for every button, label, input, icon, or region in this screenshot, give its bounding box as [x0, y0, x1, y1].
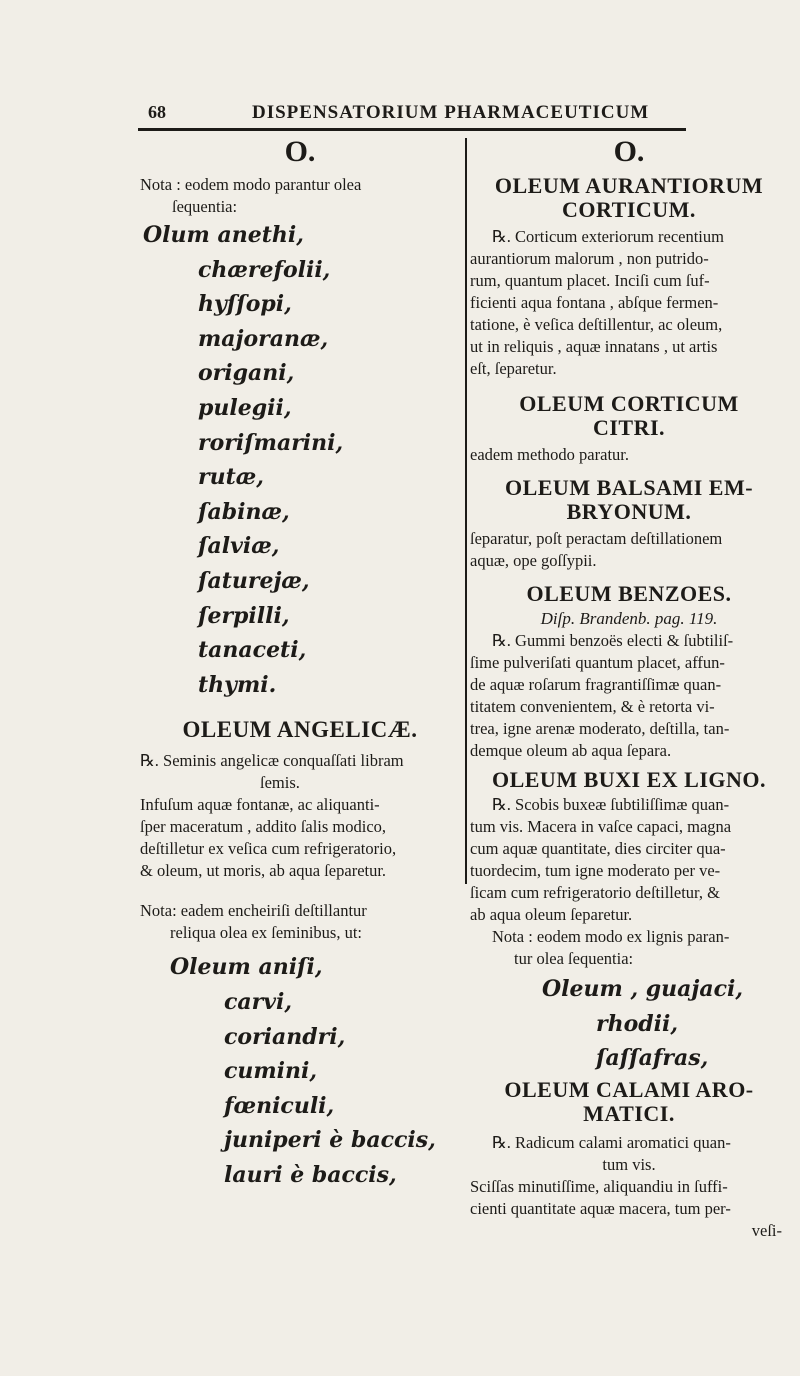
olea-list-3	[470, 972, 788, 1076]
body-line: tatione, è veſica deſtillentur, ac oleum,	[470, 315, 723, 334]
nota-1-line-1: Nota : eodem modo parantur olea	[140, 175, 362, 194]
nota-2-line-1: Nota: eadem encheiriſi deſtillantur	[140, 901, 367, 921]
body-line: ſime pulveriſati quantum placet, affun-	[470, 653, 725, 672]
section-citri	[470, 392, 788, 466]
body-line: ſicam cum refrigeratorio deſtilletur, &	[470, 883, 720, 902]
body-line: eadem methodo paratur.	[470, 445, 629, 464]
angelicae-body-line: ſper maceratum , addito ſalis modico,	[140, 817, 387, 837]
calami-title-1: OLEUM CALAMI ARO-	[504, 1076, 754, 1102]
body-line: trea, igne arenæ moderato, deſtilla, tan-	[470, 719, 730, 738]
calami-line-2: tum vis.	[602, 1154, 656, 1174]
body-line: eſt, ſeparetur.	[470, 359, 557, 378]
list-item: majoranæ,	[198, 325, 329, 352]
list-item: hyſſopi,	[198, 291, 292, 318]
angelicae-line-1: ℞. Seminis angelicæ conquaſſati libram	[140, 751, 404, 771]
catchword: veſi-	[751, 1220, 782, 1240]
body-line: aurantiorum malorum , non putrido-	[470, 249, 709, 268]
angelicae-recipe	[140, 750, 460, 882]
section-benzoes	[470, 582, 788, 762]
nota-1	[140, 174, 460, 218]
list-item: Oleum , guajaci,	[542, 976, 744, 1002]
body-line: tum vis. Macera in vaſce capaci, magna	[470, 817, 732, 836]
left-column	[140, 136, 460, 1192]
body-line: rum, quantum placet. Inciſi cum ſuf-	[470, 271, 710, 290]
running-title: DISPENSATORIUM PHARMACEUTICUM	[252, 102, 650, 123]
list-item: cumini,	[224, 1058, 318, 1085]
page-number: 68	[148, 102, 166, 122]
calami-line-1: ℞. Radicum calami aromatici quan-	[492, 1132, 731, 1152]
list-item: coriandri,	[224, 1023, 346, 1050]
section-buxi	[470, 768, 788, 970]
calami-title-2: MATICI.	[583, 1100, 675, 1126]
angelicae-body-line: deſtilletur ex veſica cum refrigeratorio,	[140, 839, 397, 859]
column-divider	[465, 138, 467, 884]
list-item: ſaſſafras,	[596, 1045, 709, 1072]
body-line: ab aqua oleum ſeparetur.	[470, 905, 633, 924]
list-item: ſaturejæ,	[198, 567, 310, 594]
balsami-title-1: OLEUM BALSAMI EM-	[504, 475, 754, 500]
buxi-nota-line-2: tur olea ſequentia:	[514, 949, 634, 968]
olea-list-2	[140, 950, 460, 1192]
list-item: ſalviæ,	[198, 533, 280, 560]
list-item: pulegii,	[198, 394, 292, 421]
list-item: rutæ,	[198, 464, 264, 491]
list-item: ſabinæ,	[198, 498, 290, 525]
body-line: ut in reliquis , aquæ innatans , ut artis	[470, 337, 718, 356]
list-item: chærefolii,	[198, 256, 331, 283]
body-line: cienti quantitate aquæ macera, tum per-	[470, 1198, 731, 1218]
balsami-title-2: BRYONUM.	[566, 499, 692, 524]
body-line: ℞. Scobis buxeæ ſubtiliſſimæ quan-	[492, 795, 730, 814]
list-item: Oleum aniſi,	[170, 954, 323, 981]
buxi-title: OLEUM BUXI EX LIGNO.	[491, 767, 767, 792]
running-header	[148, 102, 688, 126]
body-line: ficienti aqua fontana , abſque fermen-	[470, 293, 719, 312]
list-item: juniperi è baccis,	[224, 1127, 436, 1154]
list-item: tanaceti,	[198, 637, 307, 664]
body-line: ℞. Corticum exteriorum recentium	[492, 227, 724, 246]
list-item: rhodii,	[596, 1010, 679, 1037]
benzoes-reference: Diſp. Brandenb. pag. 119.	[540, 609, 718, 628]
buxi-nota-line-1: Nota : eodem modo ex lignis paran-	[492, 927, 730, 946]
angelicae-title: OLEUM ANGELICÆ.	[182, 717, 418, 743]
list-item: ſerpilli,	[198, 602, 290, 629]
body-line: tuordecim, tum igne moderato per ve-	[470, 861, 721, 880]
citri-title-1: OLEUM CORTICUM	[519, 391, 739, 416]
list-item: fœniculi,	[224, 1092, 335, 1119]
section-calami	[470, 1078, 788, 1242]
body-line: ℞. Gummi benzoës electi & ſubtiliſ-	[492, 631, 734, 650]
angelicae-body-line: Infuſum aquæ fontanæ, ac aliquanti-	[140, 795, 380, 815]
right-column	[470, 136, 788, 1242]
body-line: Sciſſas minutiſſime, aliquandiu in ſuffi-	[470, 1176, 728, 1196]
aurantiorum-title-2: CORTICUM.	[562, 197, 696, 222]
right-column-letter: O.	[613, 135, 645, 168]
list-item: origani,	[198, 360, 295, 387]
list-item: thymi.	[198, 671, 277, 698]
body-line: titatem convenientem, & è retorta vi-	[470, 697, 715, 716]
benzoes-title: OLEUM BENZOES.	[526, 581, 732, 606]
left-column-letter: O.	[284, 135, 316, 168]
body-line: ſeparatur, poſt peractam deſtillationem	[470, 529, 723, 548]
section-balsami	[470, 476, 788, 572]
body-line: aquæ, ope goſſypii.	[470, 551, 597, 570]
nota-2	[140, 900, 460, 944]
aurantiorum-title-1: OLEUM AURANTIORUM	[494, 173, 764, 198]
body-line: cum aquæ quantitate, dies circiter qua-	[470, 839, 726, 858]
angelicae-line-2: ſemis.	[260, 773, 300, 793]
section-aurantiorum	[470, 174, 788, 380]
angelicae-body-line: & oleum, ut moris, ab aqua ſeparetur.	[140, 861, 387, 881]
body-line: de aquæ roſarum fragrantiſſimæ quan-	[470, 675, 722, 694]
list-item: roriſmarini,	[198, 429, 344, 456]
list-item: carvi,	[224, 988, 293, 1015]
nota-2-line-2: reliqua olea ex ſeminibus, ut:	[170, 923, 362, 943]
citri-title-2: CITRI.	[592, 415, 666, 440]
nota-1-line-2: ſequentia:	[172, 197, 238, 216]
list-item: lauri è baccis,	[224, 1161, 397, 1188]
list-item: Olum anethi,	[143, 222, 304, 248]
body-line: demque oleum ab aqua ſepara.	[470, 741, 672, 760]
header-rule	[138, 128, 686, 131]
olea-list-1	[140, 218, 460, 702]
